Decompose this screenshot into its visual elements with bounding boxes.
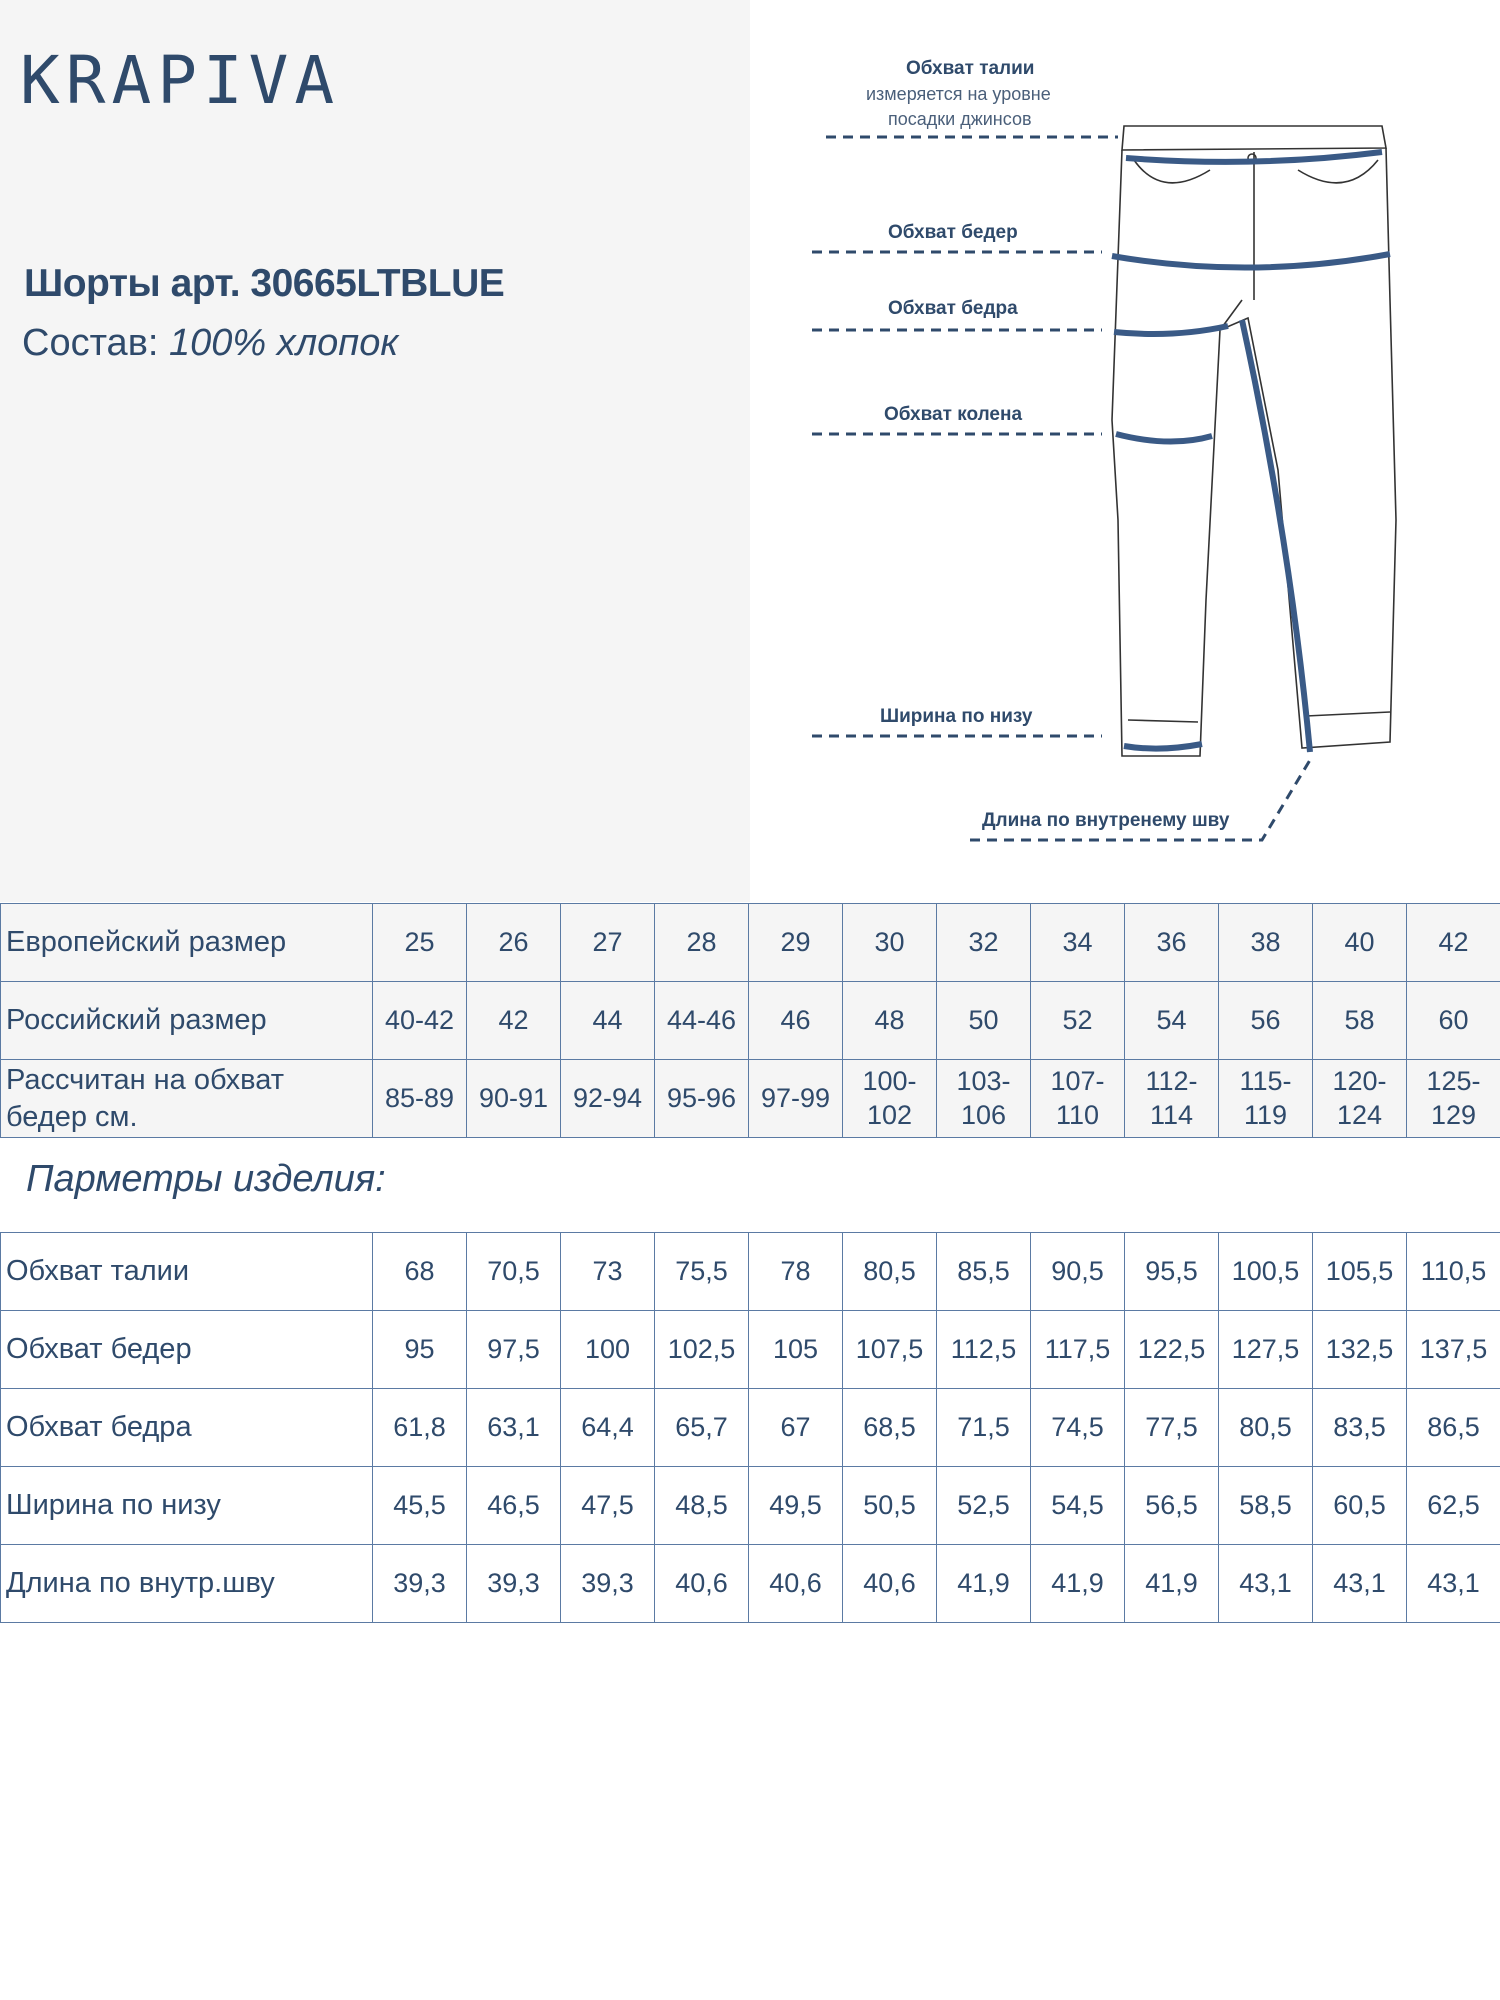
table-row	[1, 982, 1500, 1060]
table-cell: 29	[749, 904, 843, 982]
table-cell: 83,5	[1313, 1389, 1407, 1467]
table-cell: 137,5	[1407, 1311, 1500, 1389]
table-cell: 47,5	[561, 1467, 655, 1545]
table-cell: 36	[1125, 904, 1219, 982]
thigh-measure-line	[1114, 326, 1228, 334]
table-cell: 30	[843, 904, 937, 982]
table-row	[1, 1060, 1500, 1138]
table-cell: 64,4	[561, 1389, 655, 1467]
table-cell: 61,8	[373, 1389, 467, 1467]
table-cell: 40,6	[749, 1545, 843, 1623]
table-cell: 102,5	[655, 1311, 749, 1389]
table-cell: 95,5	[1125, 1233, 1219, 1311]
row-label: Ширина по низу	[1, 1467, 373, 1545]
table-cell: 49,5	[749, 1467, 843, 1545]
table-cell: 75,5	[655, 1233, 749, 1311]
table-cell: 60	[1407, 982, 1500, 1060]
product-title: Шорты арт. 30665LTBLUE	[24, 262, 505, 305]
row-label: Российский размер	[1, 982, 373, 1060]
table-cell: 107,5	[843, 1311, 937, 1389]
table-cell: 54	[1125, 982, 1219, 1060]
table-cell: 95	[373, 1311, 467, 1389]
size-conversion-table	[0, 903, 1500, 1138]
jeans-illustration	[750, 0, 1500, 902]
table-cell: 67	[749, 1389, 843, 1467]
table-row	[1, 1545, 1500, 1623]
table-cell: 132,5	[1313, 1311, 1407, 1389]
table-cell: 45,5	[373, 1467, 467, 1545]
table-cell: 50,5	[843, 1467, 937, 1545]
table-cell: 112,5	[937, 1311, 1031, 1389]
table-cell: 80,5	[1219, 1389, 1313, 1467]
table-row	[1, 904, 1500, 982]
table-cell: 78	[749, 1233, 843, 1311]
table-cell: 58,5	[1219, 1467, 1313, 1545]
waist-note-1: измеряется на уровне	[866, 84, 1051, 104]
table-cell: 105,5	[1313, 1233, 1407, 1311]
table-cell: 50	[937, 982, 1031, 1060]
inseam-label: Длина по внутренему шву	[982, 810, 1230, 831]
table-cell: 110,5	[1407, 1233, 1500, 1311]
table-cell: 68,5	[843, 1389, 937, 1467]
table-cell: 112-114	[1125, 1060, 1219, 1138]
table-row	[1, 1389, 1500, 1467]
table-cell: 122,5	[1125, 1311, 1219, 1389]
params-heading: Парметры изделия:	[26, 1158, 386, 1200]
table-cell: 44-46	[655, 982, 749, 1060]
table-cell: 27	[561, 904, 655, 982]
table-row	[1, 1311, 1500, 1389]
knee-label: Обхват колена	[884, 404, 1023, 425]
table-cell: 105	[749, 1311, 843, 1389]
table-row	[1, 1233, 1500, 1311]
table-cell: 97-99	[749, 1060, 843, 1138]
table-cell: 97,5	[467, 1311, 561, 1389]
table-cell: 54,5	[1031, 1467, 1125, 1545]
table-cell: 25	[373, 904, 467, 982]
table-cell: 95-96	[655, 1060, 749, 1138]
table-cell: 90,5	[1031, 1233, 1125, 1311]
table-cell: 43,1	[1407, 1545, 1500, 1623]
table-cell: 46	[749, 982, 843, 1060]
thigh-label: Обхват бедра	[888, 298, 1018, 319]
table-cell: 48	[843, 982, 937, 1060]
table-cell: 77,5	[1125, 1389, 1219, 1467]
table-cell: 41,9	[1125, 1545, 1219, 1623]
table-cell: 39,3	[373, 1545, 467, 1623]
table-cell: 40,6	[655, 1545, 749, 1623]
table-cell: 40	[1313, 904, 1407, 982]
table-cell: 52	[1031, 982, 1125, 1060]
hem-label: Ширина по низу	[880, 706, 1033, 727]
table-cell: 43,1	[1219, 1545, 1313, 1623]
hem-measure-line	[1124, 744, 1202, 749]
waist-label: Обхват талии	[906, 58, 1035, 79]
table-cell: 60,5	[1313, 1467, 1407, 1545]
table-cell: 56,5	[1125, 1467, 1219, 1545]
table-cell: 42	[1407, 904, 1500, 982]
table-cell: 100	[561, 1311, 655, 1389]
table-cell: 125-129	[1407, 1060, 1500, 1138]
table-cell: 43,1	[1313, 1545, 1407, 1623]
composition-label: Состав:	[22, 322, 159, 364]
row-label: Обхват талии	[1, 1233, 373, 1311]
inseam-measure-line	[1242, 320, 1310, 752]
row-label: Обхват бедра	[1, 1389, 373, 1467]
header-panel	[0, 0, 750, 902]
table-cell: 107-110	[1031, 1060, 1125, 1138]
table-cell: 85-89	[373, 1060, 467, 1138]
table-cell: 120-124	[1313, 1060, 1407, 1138]
table-cell: 32	[937, 904, 1031, 982]
table-cell: 58	[1313, 982, 1407, 1060]
table-cell: 39,3	[467, 1545, 561, 1623]
table-cell: 80,5	[843, 1233, 937, 1311]
table-cell: 65,7	[655, 1389, 749, 1467]
table-cell: 103-106	[937, 1060, 1031, 1138]
table-cell: 38	[1219, 904, 1313, 982]
table-cell: 100,5	[1219, 1233, 1313, 1311]
knee-measure-line	[1116, 434, 1212, 442]
table-cell: 41,9	[1031, 1545, 1125, 1623]
table-row	[1, 1467, 1500, 1545]
row-label: Длина по внутр.шву	[1, 1545, 373, 1623]
table-cell: 46,5	[467, 1467, 561, 1545]
table-cell: 100-102	[843, 1060, 937, 1138]
composition	[22, 322, 398, 365]
table-cell: 26	[467, 904, 561, 982]
table-cell: 70,5	[467, 1233, 561, 1311]
table-cell: 40-42	[373, 982, 467, 1060]
table-cell: 48,5	[655, 1467, 749, 1545]
jeans-measurement-diagram	[750, 0, 1500, 902]
table-cell: 41,9	[937, 1545, 1031, 1623]
table-cell: 127,5	[1219, 1311, 1313, 1389]
table-cell: 92-94	[561, 1060, 655, 1138]
table-cell: 62,5	[1407, 1467, 1500, 1545]
table-cell: 39,3	[561, 1545, 655, 1623]
row-label: Рассчитан на обхват бедер см.	[1, 1060, 373, 1138]
table-cell: 68	[373, 1233, 467, 1311]
table-cell: 44	[561, 982, 655, 1060]
table-cell: 28	[655, 904, 749, 982]
table-cell: 86,5	[1407, 1389, 1500, 1467]
waist-note-2: посадки джинсов	[888, 109, 1032, 129]
table-cell: 115-119	[1219, 1060, 1313, 1138]
hips-label: Обхват бедер	[888, 222, 1018, 243]
table-cell: 85,5	[937, 1233, 1031, 1311]
row-label: Европейский размер	[1, 904, 373, 982]
table-cell: 90-91	[467, 1060, 561, 1138]
table-cell: 63,1	[467, 1389, 561, 1467]
product-params-table	[0, 1232, 1500, 1623]
table-cell: 40,6	[843, 1545, 937, 1623]
table-cell: 74,5	[1031, 1389, 1125, 1467]
table-cell: 56	[1219, 982, 1313, 1060]
table-cell: 71,5	[937, 1389, 1031, 1467]
composition-value: 100% хлопок	[169, 322, 399, 364]
row-label: Обхват бедер	[1, 1311, 373, 1389]
table-cell: 42	[467, 982, 561, 1060]
hips-measure-line	[1112, 254, 1390, 268]
table-cell: 52,5	[937, 1467, 1031, 1545]
table-cell: 73	[561, 1233, 655, 1311]
table-cell: 34	[1031, 904, 1125, 982]
table-cell: 117,5	[1031, 1311, 1125, 1389]
brand-logo: KRAPIVA	[20, 42, 341, 119]
